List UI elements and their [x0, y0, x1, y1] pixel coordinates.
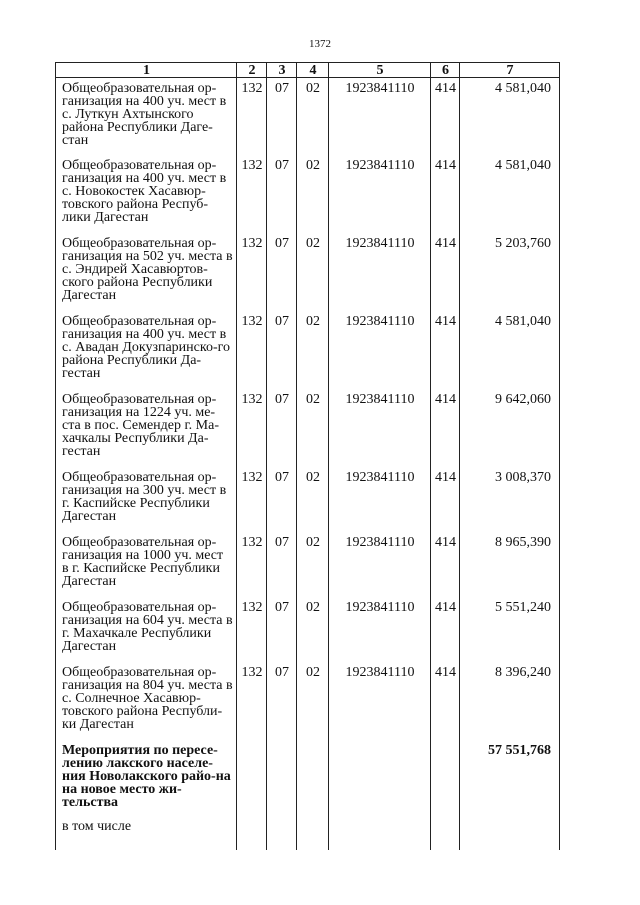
last-row-empty-cell	[267, 816, 297, 850]
row-col-4: 02	[297, 389, 329, 467]
row-name: Общеобразовательная ор-ганизация на 400 уч. мест в с. Луткун Ахтынского района Республики Даге-стан	[56, 78, 237, 156]
row-name: Общеобразовательная ор-ганизация на 400 уч. мест в с. Новокостек Хасавюр-товского района Респуб-лики Дагестан	[56, 155, 237, 233]
row-name: Общеобразовательная ор-ганизация на 804 уч. места в с. Солнечное Хасавюр-товского района Республи-ки Дагестан	[56, 662, 237, 740]
row-col-2: 132	[237, 311, 267, 389]
last-row-empty-cell	[237, 816, 267, 850]
summary-row-amount: 57 551,768	[460, 740, 560, 816]
row-col-3: 07	[267, 155, 297, 233]
row-col-5: 1923841110	[329, 78, 431, 156]
row-col-4: 02	[297, 467, 329, 532]
row-col-6: 414	[431, 597, 460, 662]
row-col-4: 02	[297, 311, 329, 389]
row-col-2: 132	[237, 597, 267, 662]
summary-row	[56, 740, 560, 816]
budget-table	[55, 62, 560, 850]
row-name: Общеобразовательная ор-ганизация на 1224 уч. ме-ста в пос. Семендер г. Ма-хачкалы Республики Да-гестан	[56, 389, 237, 467]
row-amount: 4 581,040	[460, 78, 560, 156]
last-row-empty-cell	[460, 816, 560, 850]
table-row	[56, 389, 560, 467]
row-col-5: 1923841110	[329, 311, 431, 389]
row-col-4: 02	[297, 532, 329, 597]
row-col-6: 414	[431, 311, 460, 389]
table-header-row	[56, 63, 560, 78]
last-row-empty-cell	[297, 816, 329, 850]
table-row	[56, 233, 560, 311]
row-col-6: 414	[431, 78, 460, 156]
row-col-5: 1923841110	[329, 467, 431, 532]
row-col-3: 07	[267, 597, 297, 662]
row-col-3: 07	[267, 311, 297, 389]
row-col-2: 132	[237, 389, 267, 467]
last-row-empty-cell	[431, 816, 460, 850]
row-col-3: 07	[267, 233, 297, 311]
summary-row-empty-cell	[297, 740, 329, 816]
summary-row-name: Мероприятия по пересе-лению лакского населе-ния Новолакского райо-на на новое место жи-тельства	[56, 740, 237, 816]
row-col-4: 02	[297, 78, 329, 156]
table-row	[56, 662, 560, 740]
header-col-1: 1	[56, 63, 237, 78]
table-row	[56, 532, 560, 597]
row-name: Общеобразовательная ор-ганизация на 604 уч. места в г. Махачкале Республики Дагестан	[56, 597, 237, 662]
row-amount: 4 581,040	[460, 155, 560, 233]
row-amount: 9 642,060	[460, 389, 560, 467]
row-amount: 4 581,040	[460, 311, 560, 389]
row-col-3: 07	[267, 532, 297, 597]
row-col-3: 07	[267, 389, 297, 467]
row-col-6: 414	[431, 532, 460, 597]
row-col-2: 132	[237, 155, 267, 233]
row-col-6: 414	[431, 389, 460, 467]
header-col-5: 5	[329, 63, 431, 78]
row-col-6: 414	[431, 233, 460, 311]
row-name: Общеобразовательная ор-ганизация на 300 уч. мест в г. Каспийске Республики Дагестан	[56, 467, 237, 532]
summary-row-empty-cell	[431, 740, 460, 816]
row-col-2: 132	[237, 662, 267, 740]
row-col-5: 1923841110	[329, 155, 431, 233]
row-col-6: 414	[431, 467, 460, 532]
row-col-2: 132	[237, 233, 267, 311]
header-col-3: 3	[267, 63, 297, 78]
row-col-3: 07	[267, 662, 297, 740]
row-amount: 5 551,240	[460, 597, 560, 662]
row-col-5: 1923841110	[329, 532, 431, 597]
row-amount: 8 396,240	[460, 662, 560, 740]
row-col-3: 07	[267, 467, 297, 532]
last-row-name: в том числе	[56, 816, 237, 850]
header-col-2: 2	[237, 63, 267, 78]
table-row	[56, 155, 560, 233]
row-col-3: 07	[267, 78, 297, 156]
row-name: Общеобразовательная ор-ганизация на 502 уч. места в с. Эндирей Хасавюртов-ского района Республики Дагестан	[56, 233, 237, 311]
row-amount: 5 203,760	[460, 233, 560, 311]
last-row-empty-cell	[329, 816, 431, 850]
row-col-5: 1923841110	[329, 597, 431, 662]
page-number: 1372	[309, 38, 331, 50]
row-col-4: 02	[297, 597, 329, 662]
table-row	[56, 597, 560, 662]
table-row	[56, 78, 560, 156]
row-col-5: 1923841110	[329, 233, 431, 311]
summary-row-empty-cell	[329, 740, 431, 816]
row-name: Общеобразовательная ор-ганизация на 400 уч. мест в с. Авадан Докузпаринско-го района Республики Да-гестан	[56, 311, 237, 389]
summary-row-empty-cell	[237, 740, 267, 816]
header-col-4: 4	[297, 63, 329, 78]
row-col-5: 1923841110	[329, 662, 431, 740]
summary-row-empty-cell	[267, 740, 297, 816]
row-col-4: 02	[297, 155, 329, 233]
row-amount: 3 008,370	[460, 467, 560, 532]
row-col-4: 02	[297, 233, 329, 311]
last-row	[56, 816, 560, 850]
row-col-6: 414	[431, 155, 460, 233]
row-col-5: 1923841110	[329, 389, 431, 467]
row-col-2: 132	[237, 78, 267, 156]
header-col-7: 7	[460, 63, 560, 78]
table-row	[56, 311, 560, 389]
row-amount: 8 965,390	[460, 532, 560, 597]
row-col-6: 414	[431, 662, 460, 740]
row-col-4: 02	[297, 662, 329, 740]
row-col-2: 132	[237, 467, 267, 532]
row-col-2: 132	[237, 532, 267, 597]
header-col-6: 6	[431, 63, 460, 78]
row-name: Общеобразовательная ор-ганизация на 1000 уч. мест в г. Каспийске Республики Дагестан	[56, 532, 237, 597]
table-row	[56, 467, 560, 532]
